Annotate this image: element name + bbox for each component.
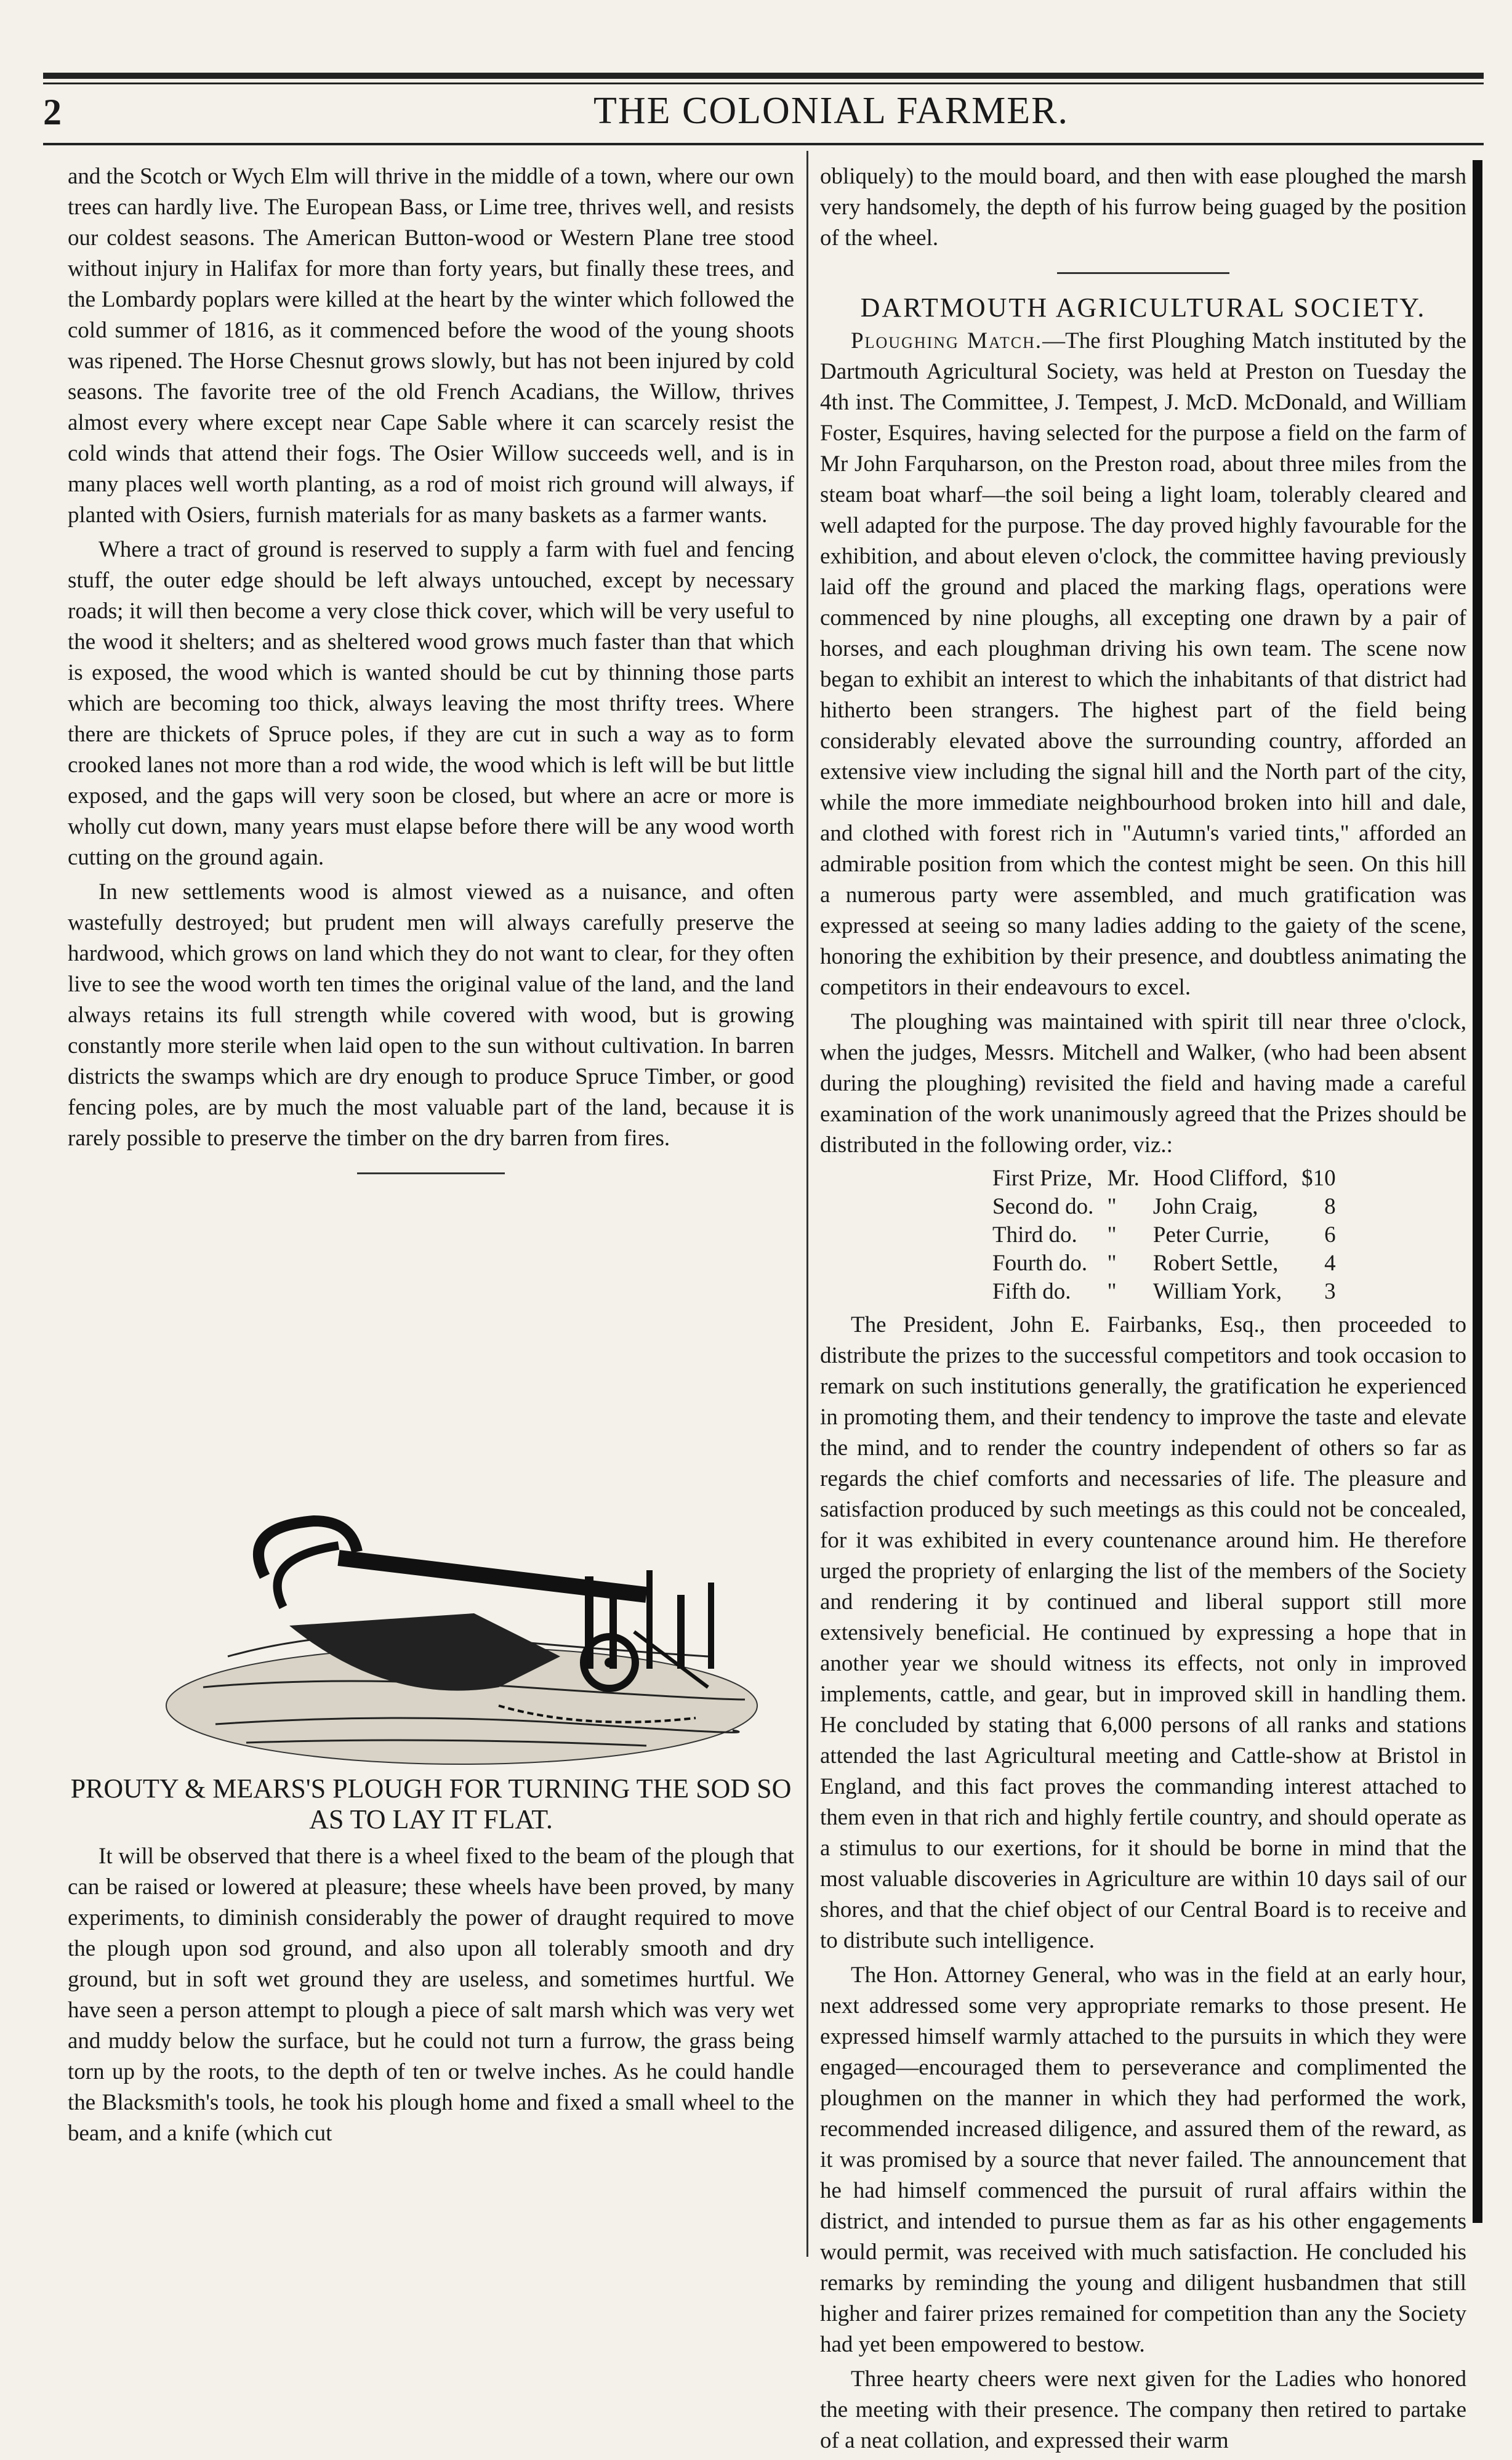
prize-row [992,1249,1349,1278]
section-heading: DARTMOUTH AGRICULTURAL SOCIETY. [860,292,1426,323]
left-column [68,161,794,1193]
article-paragraph: Where a tract of ground is reserved to supply a farm with fuel and fencing stuff, the outer edge should be left always untouched, except by necessary roads; it will then become a very close thick cover, which will be very useful to the wood it shelters; and as sheltered wood grows much faster than that which is exposed, the wood which is wanted should be cut by thinning those parts which are becoming too thick, always leaving the most thrifty trees. Where there are thickets of Spruce poles, if they are cut in such a way as to form crooked lanes not more than a rod wide, the wood which is left will be but little exposed, and the gaps will very soon be closed, but where an acre or more is wholly cut down, many years must elapse before there will be any wood worth cutting on the ground again. [68,537,794,870]
article-paragraph: The President, John E. Fairbanks, Esq., then proceeded to distribute the prizes to the successful competitors and took occasion to remark on such institutions generally, the gratification he experienced in promoting them, and their tendency to improve the taste and elevate the mind, and to render the country independent of others so far as regards the chief comforts and necessaries of life. The pleasure and satisfaction produced by such meetings as this could not be concealed, for it was exhibited in every countenance around him. He therefore urged the propriety of enlarging the list of the members of the Society and rendering it by continued and liberal support still more extensively beneficial. He continued by expressing a hope that in another year we should witness its effects, not only in improved implements, cattle, and gear, but in improved skill in handling them. He concluded by stating that 6,000 persons of all ranks and stations attended the last Agricultural meeting and Cattle-show at Bristol in England, and this fact proves the commanding interest attached to them even in that rich and highly fertile country, and should operate as a stimulus to our exertions, for it should be borne in mind that the most valuable discoveries in Agriculture are within 10 days sail of our shores, and that the chief object of our Central Board is to receive and to distribute such intelligence. [820,1312,1466,1953]
plough-heading: PROUTY & MEARS'S PLOUGH FOR TURNING THE SOD SO AS TO LAY IT FLAT. [70,1773,792,1834]
prize-amount: 4 [1324,1251,1336,1276]
article-paragraph: The Hon. Attorney General, who was in the field at an early hour, next addressed some very appropriate remarks to those present. He expressed himself warmly attached to the pursuits in which they were engaged—encouraged them to perseverance and complimented the ploughmen on the manner in which they had performed the work, recommended increased diligence, and assured them of the reward, as it was promised by a source that never failed. The announcement that he had himself commenced the pursuit of rural affairs within the district, and intended to pursue them as far as his other engagements would permit, was received with much satisfaction. He concluded his remarks by reminding the young and diligent husbandmen that still higher and fairer prizes remained for competition than any the Society had yet been empowered to bestow. [820,1962,1466,2357]
prize-winner: William York, [1152,1279,1282,1304]
article-paragraph: —The first Ploughing Match instituted by the Dartmouth Agricultural Society, was held at Preston on Tuesday the 4th inst. The Committee, J. Tempest, J. McD. McDonald, and William Foster, Esquires, having selected for the purpose a field on the farm of Mr John Farquharson, on the Preston road, about three miles from the steam boat wharf—the soil being a light loam, tolerably cleared and well adapted for the purpose. The day proved highly favourable for the exhibition, and about eleven o'clock, the committee having previously laid off the ground and placed the marking flags, operations were commenced by nine ploughs, all excepting one drawn by a pair of horses, and each ploughman driving his own team. The scene now began to exhibit an interest to which the inhabitants of that district had hitherto been strangers. The highest part of the field being considerably elevated above the surrounding country, afforded an extensive view including the signal hill and the North part of the city, while the more immediate neighbourhood broken into hill and dale, and clothed with forest rich in "Autumn's varied tints," afforded an admirable position from which the contest might be seen. On this hill a numerous party were assembled, and much gratification was expressed at seeing so many ladies adding to the gaiety of the scene, honoring the exhibition by their presence, and doubtless animating the competitors in their endeavours to excel. [820,328,1466,1000]
article-paragraph: and the Scotch or Wych Elm will thrive in the middle of a town, where our own trees can hardly live. The European Bass, or Lime tree, thrives well, and resists our coldest seasons. The American Button-wood or Western Plane tree stood without injury in Halifax for more than forty years, but finally these trees, and the Lombardy poplars were killed at the heart by the winter which followed the cold summer of 1816, as it commenced before the wood of the young shoots was ripened. The Horse Chesnut grows slowly, but has not been injured by cold seasons. The favorite tree of the old French Acadians, the Willow, thrives almost every where except near Cape Sable where it can scarcely resist the cold winds that attend their fogs. The Osier Willow succeeds well, and is in many places well worth planting, as a rod of moist rich ground will always, if planted with Osiers, furnish materials for as many baskets as a farmer wants. [68,164,794,528]
prize-row [992,1193,1349,1221]
article-paragraph: Three hearty cheers were next given for the Ladies who honored the meeting with their presence. The company then retired to partake of a neat collation, and expressed their warm [820,2366,1466,2453]
prize-place: Fourth do. [992,1251,1088,1276]
lead-in: Ploughing Match. [851,328,1043,353]
prize-title: " [1107,1279,1117,1304]
plough-beam-label: ENTIRE DRAUGHT [443,1583,562,1613]
article-paragraph: obliquely) to the mould board, and then with ease ploughed the marsh very handsomely, the depth of his furrow being guaged by the position of the wheel. [820,164,1466,251]
page-edge-shadow [1473,160,1482,2223]
prize-winner: Peter Currie, [1152,1222,1269,1248]
right-column [820,161,1466,2460]
prize-title: " [1107,1251,1117,1276]
top-rule [43,73,1484,79]
masthead-title: THE COLONIAL FARMER. [593,90,1069,132]
article-paragraph: It will be observed that there is a wheel fixed to the beam of the plough that can be raised or lowered at pleasure; these wheels have been proved, by many experiments, to diminish considerably the power of draught required to move the plough upon sod ground, and also upon all tolerably smooth and dry ground, but in soft wet ground they are useless, and sometimes hurtful. We have seen a person attempt to plough a piece of salt marsh which was very wet and muddy below the surface, but he could not turn a furrow, the grass being torn up by the roots, to the depth of ten or twelve inches. As he could handle the Blacksmith's tools, he took his plough home and fixed a small wheel to the beam, and a knife (which cut [68,1844,794,2146]
plough-engraving [154,1502,770,1767]
prize-title: " [1107,1194,1117,1219]
prize-row [992,1164,1349,1193]
header-rule [43,143,1484,145]
prize-place: Fifth do. [992,1279,1071,1304]
prize-place: Second do. [992,1194,1094,1219]
prize-winner: John Craig, [1152,1194,1258,1219]
prize-title: " [1107,1222,1117,1248]
section-rule [1057,272,1229,274]
article-paragraph: The ploughing was maintained with spirit till near three o'clock, when the judges, Messrs. Mitchell and Walker, (who had been absent during the ploughing) revisited the field and having made a careful examination of the work unanimously agreed that the Prizes should be distributed in the following order, viz.: [820,1009,1466,1158]
prize-amount: 6 [1324,1222,1336,1248]
page-number: 2 [43,92,62,132]
prize-place: First Prize, [992,1166,1093,1191]
prize-amount: $10 [1301,1166,1336,1191]
prize-table [992,1164,1349,1306]
prize-place: Third do. [992,1222,1077,1248]
section-rule [357,1172,505,1174]
plough-article [68,1841,794,2149]
prize-row [992,1278,1349,1306]
column-divider [806,151,808,2257]
article-paragraph: In new settlements wood is almost viewed as a nuisance, and often wastefully destroyed; but prudent men will always carefully preserve the hardwood, which grows on land which they do not want to clear, for they often live to see the wood worth ten times the original value of the land, and the land always retains its full strength while covered with wood, but is growing constantly more sterile when laid open to the sun without cultivation. In barren districts the swamps which are dry enough to produce Spruce Timber, or good fencing poles, are by much the most valuable part of the land, because it is rarely possible to preserve the timber on the dry barren from fires. [68,879,794,1151]
prize-winner: Robert Settle, [1152,1251,1279,1276]
prize-winner: Hood Clifford, [1152,1166,1289,1191]
top-rule-thin [43,83,1484,84]
prize-amount: 8 [1324,1194,1336,1219]
prize-title: Mr. [1107,1166,1140,1191]
prize-amount: 3 [1324,1279,1336,1304]
prize-row [992,1221,1349,1249]
